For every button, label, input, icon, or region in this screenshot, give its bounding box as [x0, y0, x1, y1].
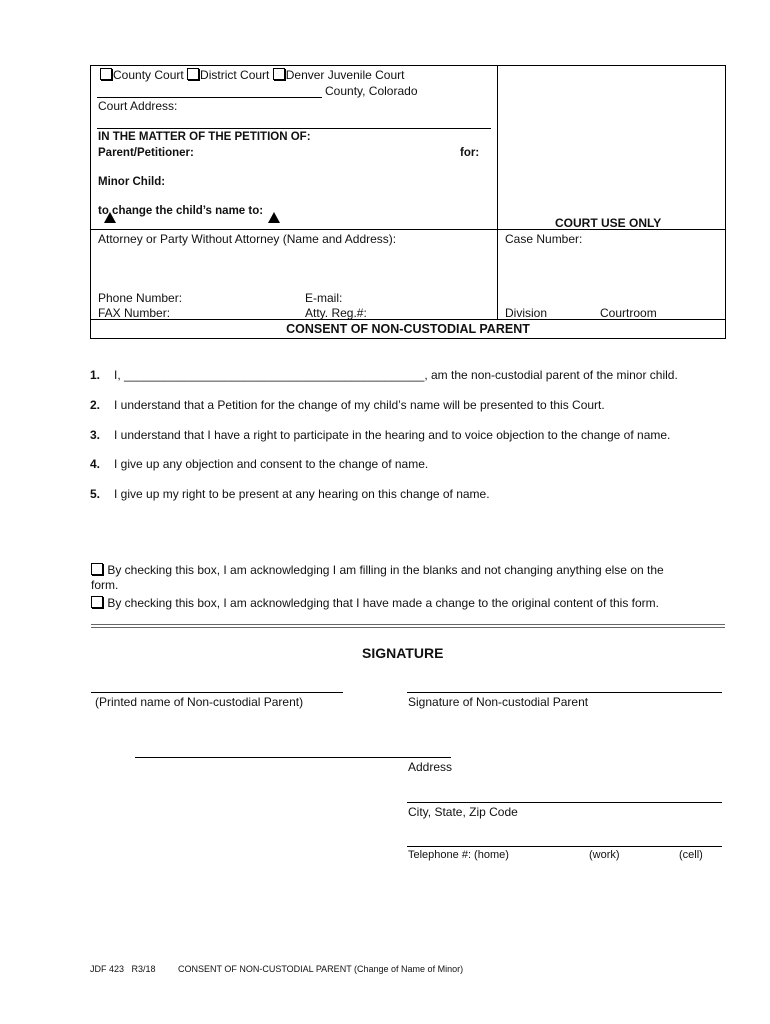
form-footer-name: CONSENT OF NON-CUSTODIAL PARENT (Change of Name of Minor)	[178, 964, 464, 974]
printed-name-line[interactable]	[91, 692, 343, 693]
denver-juvenile-court-checkbox[interactable]	[273, 68, 285, 80]
attorney-label: Attorney or Party Without Attorney (Name and Address):	[98, 232, 397, 246]
item-text-post: , am the non-custodial parent of the minor child.	[424, 368, 678, 382]
item-number: 3.	[90, 428, 101, 442]
item-number: 5.	[90, 487, 101, 501]
telephone-line[interactable]	[407, 846, 722, 847]
item-number: 4.	[90, 457, 101, 471]
item-text: I understand that I have a right to participate in the hearing and to voice objection to the change of name.	[114, 428, 671, 442]
city-state-zip-label: City, State, Zip Code	[408, 805, 518, 819]
fax-number-label: FAX Number:	[98, 306, 171, 320]
acknowledgement-2-text: By checking this box, I am acknowledging that I have made a change to the original content of this form.	[104, 596, 659, 610]
address-label: Address	[408, 760, 453, 774]
county-suffix: County, Colorado	[325, 84, 418, 98]
form-id: JDF 423 R3/18	[90, 964, 156, 974]
item-text-pre: I,	[114, 368, 125, 382]
minor-child-label: Minor Child:	[98, 176, 166, 188]
signature-heading: SIGNATURE	[362, 645, 444, 661]
child-parent-name-blank[interactable]: _____________________________________________	[124, 368, 425, 382]
district-court-checkbox[interactable]	[187, 68, 199, 80]
form-title: CONSENT OF NON-CUSTODIAL PARENT	[286, 322, 530, 336]
email-label: E-mail:	[305, 291, 343, 305]
printed-name-label: (Printed name of Non-custodial Parent)	[95, 695, 304, 709]
acknowledgement-1	[91, 563, 711, 593]
division-label: Division	[505, 306, 548, 320]
item-number: 1.	[90, 368, 101, 382]
acknowledgement-1-text-cont: form.	[91, 578, 119, 592]
court-use-only-label: COURT USE ONLY	[555, 216, 662, 230]
acknowledgement-2	[91, 596, 711, 610]
signature-label: Signature of Non-custodial Parent	[408, 695, 589, 709]
changes-made-checkbox[interactable]	[91, 596, 103, 608]
telephone-home-label: Telephone #: (home)	[408, 849, 509, 861]
matter-heading: IN THE MATTER OF THE PETITION OF:	[98, 131, 311, 143]
court-type-options	[100, 68, 404, 82]
telephone-cell-label: (cell)	[679, 849, 703, 861]
change-name-label: to change the child’s name to:	[98, 205, 264, 217]
courtroom-label: Courtroom	[600, 306, 657, 320]
triangle-marker-icon	[268, 212, 280, 223]
city-state-zip-line[interactable]	[407, 802, 722, 803]
signature-line[interactable]	[407, 692, 722, 693]
court-address-label: Court Address:	[98, 99, 178, 113]
item-number: 2.	[90, 398, 101, 412]
atty-reg-label: Atty. Reg.#:	[305, 306, 367, 320]
district-court-label: District Court	[200, 68, 270, 82]
phone-number-label: Phone Number:	[98, 291, 183, 305]
county-court-checkbox[interactable]	[100, 68, 112, 80]
triangle-marker-icon	[104, 212, 116, 223]
address-line[interactable]	[135, 757, 451, 758]
for-label: for:	[460, 147, 480, 159]
item-text: I give up any objection and consent to the change of name.	[114, 457, 429, 471]
county-court-label: County Court	[113, 68, 184, 82]
case-number-label: Case Number:	[505, 232, 583, 246]
no-changes-checkbox[interactable]	[91, 563, 103, 575]
denver-juvenile-court-label: Denver Juvenile Court	[285, 68, 405, 82]
telephone-work-label: (work)	[589, 849, 620, 861]
parent-petitioner-label: Parent/Petitioner:	[98, 147, 194, 159]
item-text: I understand that a Petition for the change of my child’s name will be presented to this Court.	[114, 398, 605, 412]
item-text: I give up my right to be present at any hearing on this change of name.	[114, 487, 490, 501]
acknowledgement-1-text: By checking this box, I am acknowledging I am filling in the blanks and not changing anything else on the	[104, 563, 664, 577]
divider	[91, 624, 725, 625]
divider	[91, 627, 725, 628]
